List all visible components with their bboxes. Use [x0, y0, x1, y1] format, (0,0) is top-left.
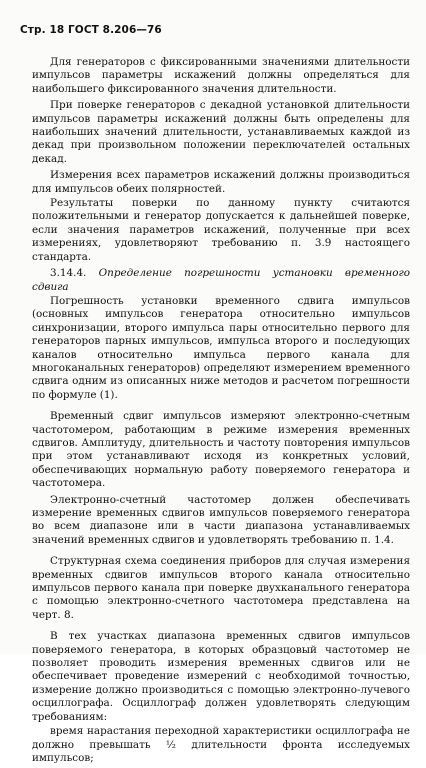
paragraph-counter-measurement: Временный сдвиг импульсов измеряют электронно-счетным частотомером, работающим в режиме измерения временных сдвигов. Амплитуду, длительность и частоту повторения импульсов при этом устанавливают исходя из конкретных условий, обеспечивающих нормальную работу поверяемого генератора и частотомера. [32, 410, 410, 490]
paragraph-both-polarities: Измерения всех параметров искажений должны производиться для импульсов обеих полярностей. [32, 169, 410, 195]
paragraph-shift-error: Погрешность установки временного сдвига импульсов (основных импульсов генератора относительно импульсов синхронизации, второго импульса пары относительно первого для генераторов парных импульсов, импульса второго и последующих каналов относительно импульса первого канала для многоканальных генераторов) определяют измерением временного сдвига одним из описанных ниже методов и расчетом погрешности по формуле (1). [32, 294, 410, 401]
paragraph-decade-setting: При поверке генераторов с декадной установкой длительности импульсов параметры искажений должны быть определены для наибольших значений длительности, устанавливаемых каждой из декад при произвольном положении переключателей остальных декад. [32, 99, 410, 165]
section-heading [32, 267, 410, 294]
paragraph-structural-scheme: Структурная схема соединения приборов для случая измерения временных сдвигов импульсов второго канала относительно импульсов первого канала при поверке двухканального генератора с помощью электронно-счетного частотомера представлена на черт. 8. [32, 555, 410, 621]
page-body [32, 56, 410, 768]
paragraph-rise-time: время нарастания переходной характеристики осциллографа не должно превышать ¹⁄₂ длительности фронта исследуемых импульсов; [32, 725, 410, 764]
paragraph-oscilloscope: В тех участках диапазона временных сдвигов импульсов поверяемого генератора, в которых образцовый частотомер не позволяет проводить измерения временных сдвигов или не обеспечивает проведение измерений с необходимой точностью, измерение должно производиться с помощью электронно-лучевого осциллографа. Осциллограф должен удовлетворять следующим требованиям: [32, 630, 410, 723]
section-title: Определение погрешности установки временного сдвига [32, 267, 410, 293]
section-number: 3.14.4. [50, 267, 87, 280]
paragraph-counter-requirements: Электронно-счетный частотомер должен обеспечивать измерение временных сдвигов импульсов поверяемого генератора во всем диапазоне или в части диапазона устанавливаемых значений временных сдвигов и удовлетворять требованию п. 1.4. [32, 493, 410, 546]
page-header: Стр. 18 ГОСТ 8.206—76 [20, 24, 162, 36]
paragraph-fixed-duration: Для генераторов с фиксированными значениями длительности импульсов параметры искажений должны определяться для наибольшего фиксированного значения длительности. [32, 56, 410, 95]
paragraph-results: Результаты поверки по данному пункту считаются положительными и генератор допускается к дальнейшей поверке, если значения параметров искажений, полученные при всех измерениях, удовлетворяют требованию п. 3.9 настоящего стандарта. [32, 197, 410, 263]
